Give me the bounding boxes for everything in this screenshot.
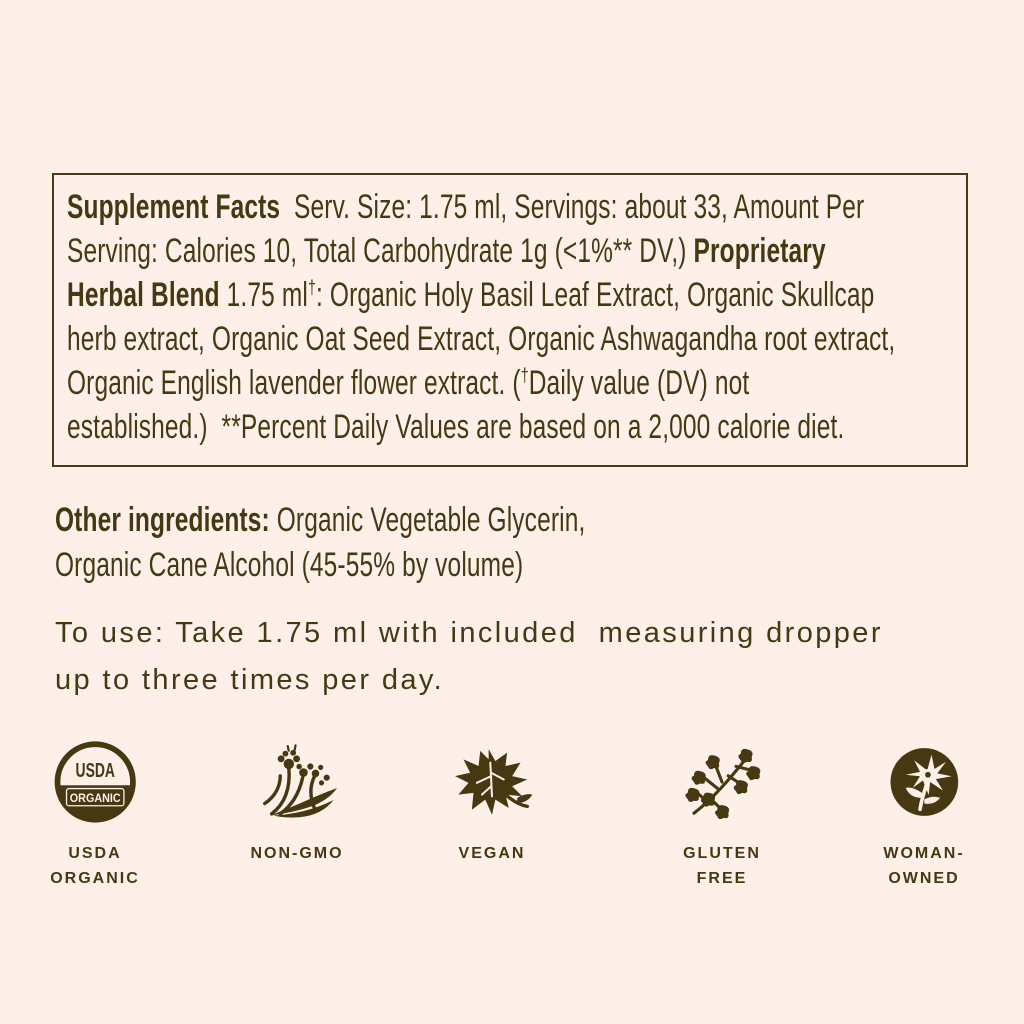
other-ingredients-label: Other ingredients: xyxy=(55,501,270,539)
usage-line-2: up to three times per day. xyxy=(55,664,445,696)
supplement-facts-title: Supplement Facts xyxy=(67,188,281,226)
facts-line-6: established.) **Percent Daily Values are based on a 2,000 calorie diet. xyxy=(67,408,845,446)
other-ingredients-line-1: Other ingredients: Organic Vegetable Glycerin, xyxy=(55,501,586,539)
badge-label-usda-organic: USDA ORGANIC xyxy=(50,845,140,887)
badge-label-vegan: VEGAN xyxy=(458,845,526,862)
usda-organic-seal-icon xyxy=(54,738,136,826)
badge-label-non-gmo: NON-GMO xyxy=(250,845,344,862)
badge-vegan xyxy=(450,738,534,866)
facts-line-5: Organic English lavender flower extract. (†Daily value (DV) not xyxy=(67,364,750,402)
other-ingredients-section xyxy=(55,498,962,588)
usage-line-1: To use: Take 1.75 ml with included measuring dropper xyxy=(55,617,883,649)
other-ingredients-line-2: Organic Cane Alcohol (45-55% by volume) xyxy=(55,546,524,584)
badge-usda-organic xyxy=(50,738,140,891)
badge-label-gluten-free: GLUTEN FREE xyxy=(683,845,761,887)
badge-non-gmo xyxy=(250,738,343,866)
badge-label-woman-owned: WOMAN- OWNED xyxy=(883,845,965,887)
dagger-footnote-mark: † xyxy=(307,276,317,299)
supplement-facts-panel xyxy=(52,173,968,467)
badge-woman-owned xyxy=(883,738,964,891)
svg-text:ORGANIC: ORGANIC xyxy=(69,791,121,806)
facts-line-2: Serving: Calories 10, Total Carbohydrate 1g (<1%** DV,) Proprietary xyxy=(67,232,826,270)
gluten-free-branch-icon xyxy=(683,738,761,826)
woman-owned-flower-icon xyxy=(888,738,960,826)
non-gmo-flower-icon xyxy=(254,738,340,826)
facts-line-3: Herbal Blend 1.75 ml†: Organic Holy Basil Leaf Extract, Organic Skullcap xyxy=(67,276,875,314)
facts-line-4: herb extract, Organic Oat Seed Extract, Organic Ashwagandha root extract, xyxy=(67,320,896,358)
dagger-footnote-mark: † xyxy=(520,364,529,387)
usage-directions xyxy=(55,610,1015,704)
facts-line-1: Supplement Facts Serv. Size: 1.75 ml, Servings: about 33, Amount Per xyxy=(67,188,865,226)
svg-text:USDA: USDA xyxy=(75,759,115,783)
badge-gluten-free xyxy=(683,738,761,891)
vegan-leaf-icon xyxy=(450,738,534,826)
proprietary-blend-label: Proprietary xyxy=(693,232,826,270)
supplement-facts-text xyxy=(67,185,974,449)
